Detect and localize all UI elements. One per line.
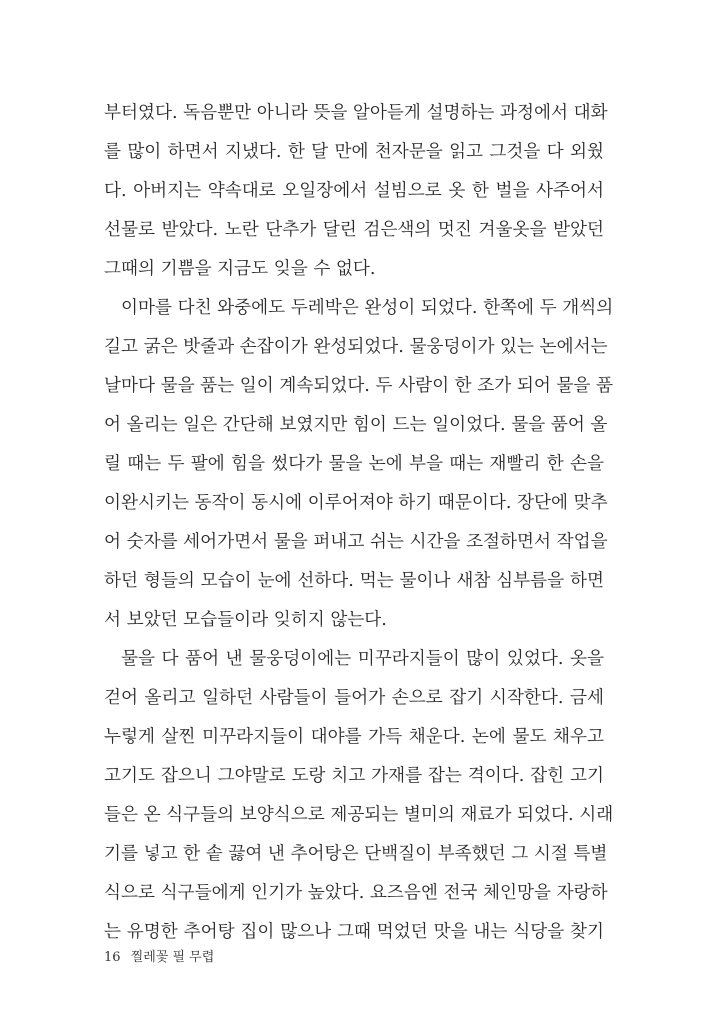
text-line-9: 어 올리는 일은 간단해 보였지만 힘이 드는 일이었다. 물을 품어 올 [104, 415, 608, 435]
text-line-14: 서 보았던 모습들이라 잊히지 않는다. [104, 610, 387, 630]
text-line-11: 이완시키는 동작이 동시에 이루어져야 하기 때문이다. 장단에 맞추 [104, 493, 608, 513]
text-line-10: 릴 때는 두 팔에 힘을 썼다가 물을 논에 부을 때는 재빨리 한 손을 [104, 454, 604, 474]
page-number: 16 [104, 950, 121, 965]
text-line-7: 길고 굵은 밧줄과 손잡이가 완성되었다. 물웅덩이가 있는 논에서는 [104, 337, 608, 357]
book-title: 찔레꽃 필 무렵 [130, 950, 215, 965]
text-line-19: 들은 온 식구들의 보양식으로 제공되는 별미의 재료가 되었다. 시래 [104, 805, 614, 825]
text-line-13: 하던 형들의 모습이 눈에 선하다. 먹는 물이나 새참 심부름을 하면 [104, 571, 604, 591]
text-line-3: 다. 아버지는 약속대로 오일장에서 설빔으로 옷 한 벌을 사주어서 [104, 181, 604, 201]
text-line-2: 를 많이 하면서 지냈다. 한 달 만에 천자문을 읽고 그것을 다 외웠 [104, 142, 604, 162]
text-line-5: 그때의 기쁨을 지금도 잊을 수 없다. [104, 259, 376, 279]
text-line-4: 선물로 받았다. 노란 단추가 달린 검은색의 멋진 겨울옷을 받았던 [104, 220, 604, 240]
text-line-8: 날마다 물을 품는 일이 계속되었다. 두 사람이 한 조가 되어 물을 품 [104, 376, 613, 396]
page-footer [104, 946, 214, 965]
text-line-21: 식으로 식구들에게 인기가 높았다. 요즈음엔 전국 체인망을 자랑하 [104, 883, 608, 903]
text-line-6: 이마를 다친 와중에도 두레박은 완성이 되었다. 한쪽에 두 개씩의 [121, 298, 614, 318]
text-line-16: 걷어 올리고 일하던 사람들이 들어가 손으로 잡기 시작한다. 금세 [104, 688, 604, 708]
text-line-22: 는 유명한 추어탕 집이 많으나 그때 먹었던 맛을 내는 식당을 찾기 [104, 922, 604, 942]
text-line-1: 부터였다. 독음뿐만 아니라 뜻을 알아듣게 설명하는 과정에서 대화 [104, 103, 608, 123]
body-text [104, 94, 614, 952]
text-line-15: 물을 다 품어 낸 물웅덩이에는 미꾸라지들이 많이 있었다. 옷을 [121, 649, 604, 669]
text-line-18: 고기도 잡으니 그야말로 도랑 치고 가재를 잡는 격이다. 잡힌 고기 [104, 766, 604, 786]
text-line-20: 기를 넣고 한 솥 끓여 낸 추어탕은 단백질이 부족했던 그 시절 특별 [104, 844, 608, 864]
text-line-17: 누렇게 살찐 미꾸라지들이 대야를 가득 채운다. 논에 물도 채우고 [104, 727, 604, 747]
text-line-12: 어 숫자를 세어가면서 물을 퍼내고 쉬는 시간을 조절하면서 작업을 [104, 532, 608, 552]
